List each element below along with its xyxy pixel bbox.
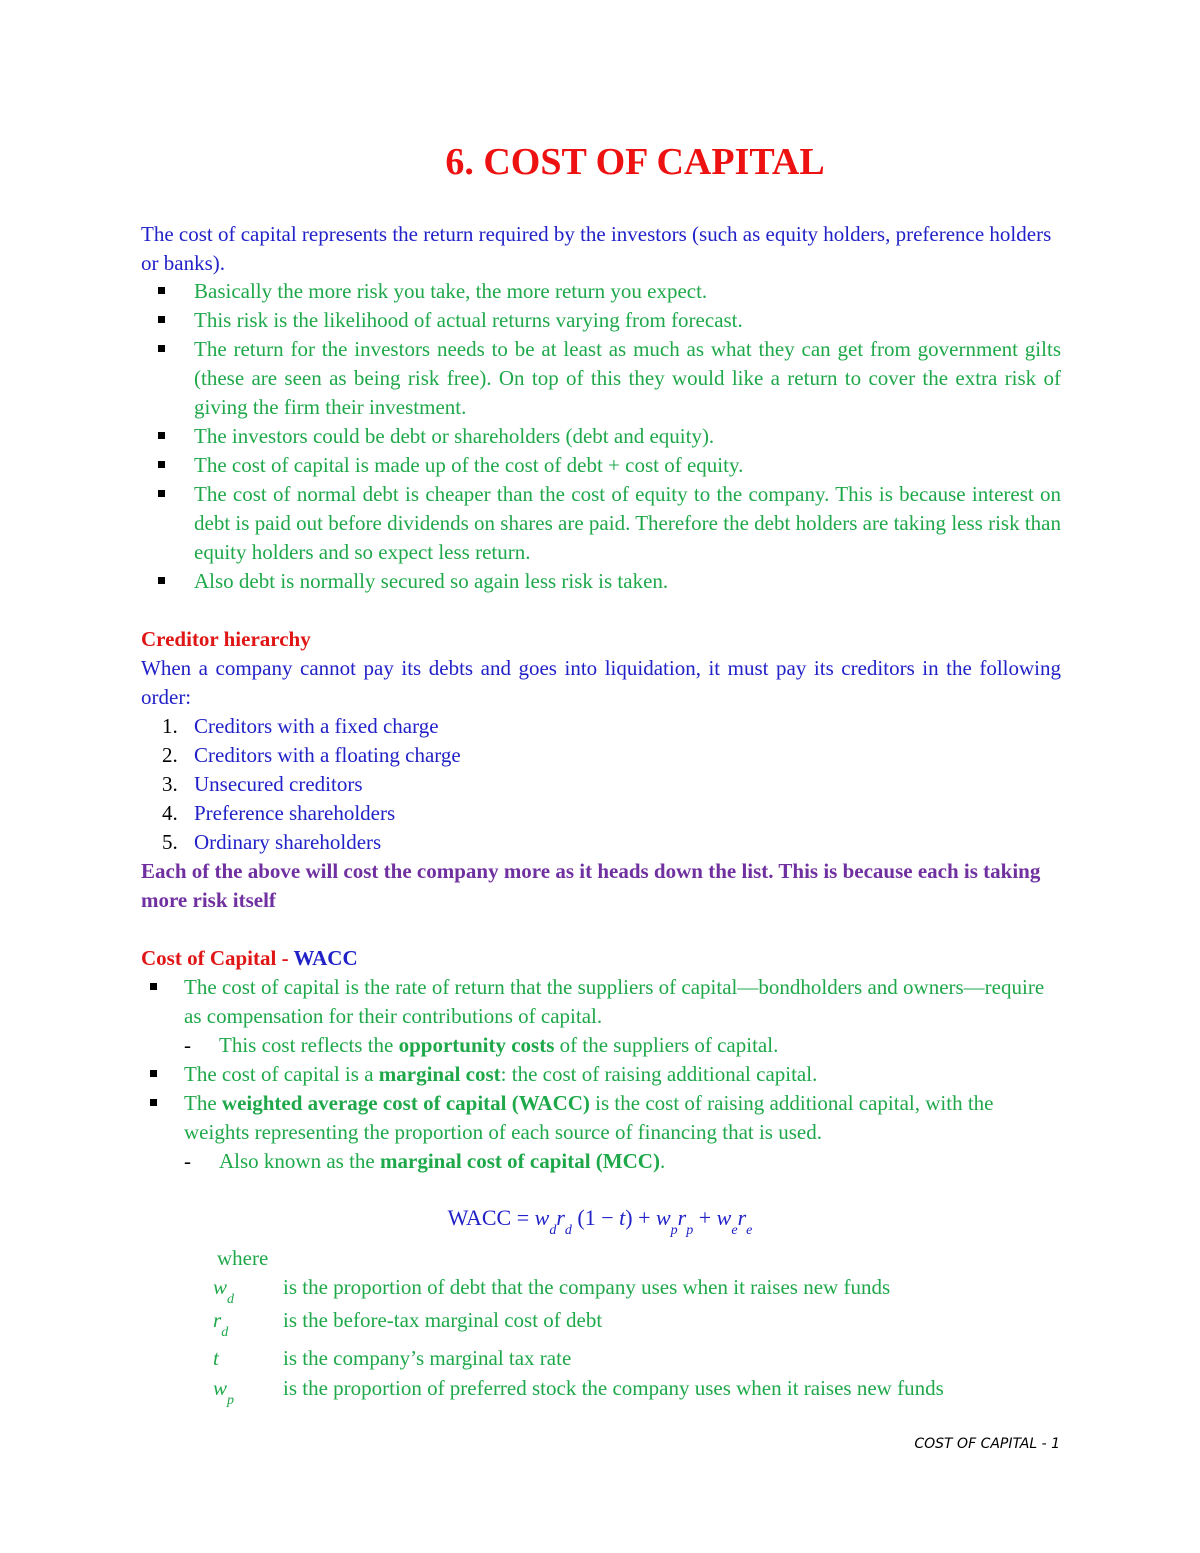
list-number: 2. (162, 743, 178, 767)
creditor-intro: When a company cannot pay its debts and goes into liquidation, it must pay its creditors in the following order: (141, 656, 1061, 709)
list-item: Also debt is normally secured so again less risk is taken. (141, 567, 1061, 596)
intro-paragraph: The cost of capital represents the return required by the investors (such as equity holders, preference holders or banks). (141, 222, 1052, 275)
formula-definitions (213, 1243, 1077, 1408)
list-item (141, 712, 1061, 741)
list-text: Unsecured creditors (194, 772, 363, 796)
page-title: 6. COST OF CAPITAL (445, 141, 825, 183)
definition-row: $r_d$ is the before-tax marginal cost of debt (213, 1308, 603, 1340)
definition-row: $w_d$ is the proportion of debt that the company uses when it raises new funds (213, 1275, 891, 1307)
creditor-list (141, 712, 1061, 857)
list-text: Preference shareholders (194, 801, 396, 825)
marginal-cost-term: marginal cost (378, 1062, 501, 1086)
opportunity-costs-term: opportunity costs (398, 1033, 555, 1057)
creditor-note: Each of the above will cost the company more as it heads down the list. This is because each is taking more risk itself (141, 859, 1041, 912)
list-item (141, 741, 1061, 770)
list-number: 3. (162, 772, 178, 796)
list-item: The weighted average cost of capital (WACC) is the cost of raising additional capital, with the weights representing the proportion of each source of financing that is used. (141, 1089, 1061, 1147)
list-item: The cost of capital is made up of the cost of debt + cost of equity. (141, 451, 1061, 480)
list-item (141, 799, 1061, 828)
list-text: Creditors with a floating charge (194, 743, 461, 767)
list-text: Creditors with a fixed charge (194, 714, 439, 738)
wacc-heading-blue: WACC (293, 946, 358, 970)
list-item: The cost of capital is the rate of return that the suppliers of capital—bondholders and owners—require as compensation for their contributions of capital. (141, 973, 1061, 1031)
wacc-heading (141, 944, 1061, 973)
sub-item: - This cost reflects the opportunity costs of the suppliers of capital. (141, 1031, 1061, 1060)
wacc-formula: WACC = $w_dr_d$ $(1 - t) + w_pr_p + w_er_e$ (447, 1205, 753, 1238)
mcc-term: marginal cost of capital (MCC) (380, 1149, 660, 1173)
list-item: The return for the investors needs to be at least as much as what they can get from government gilts (these are seen as being risk free). On top of this they would like a return to cover the extra risk of giving the firm their investment. (141, 335, 1061, 422)
dash-marker: - (184, 1149, 191, 1173)
dash-marker: - (184, 1033, 191, 1057)
list-item: Basically the more risk you take, the more return you expect. (141, 277, 1061, 306)
wacc-heading-red: Cost of Capital - (141, 946, 289, 970)
list-number: 1. (162, 714, 178, 738)
list-item: The investors could be debt or shareholders (debt and equity). (141, 422, 1061, 451)
sub-item: - Also known as the marginal cost of capital (MCC). (141, 1147, 1061, 1176)
definition-row: t is the company’s marginal tax rate (213, 1346, 572, 1370)
list-number: 4. (162, 801, 178, 825)
creditor-heading: Creditor hierarchy (141, 627, 311, 651)
list-item: The cost of normal debt is cheaper than the cost of equity to the company. This is because interest on debt is paid out before dividends on shares are paid. Therefore the debt holders are taking less risk than equity holders and so expect less return. (141, 480, 1061, 567)
list-item: The cost of capital is a marginal cost: the cost of raising additional capital. (141, 1060, 1061, 1089)
where-label: where (217, 1246, 269, 1270)
definition-row: $w_p$ is the proportion of preferred stock the company uses when it raises new funds (213, 1376, 944, 1408)
list-item (141, 828, 1061, 857)
wacc-term: weighted average cost of capital (WACC) (221, 1091, 590, 1115)
list-item: This risk is the likelihood of actual returns varying from forecast. (141, 306, 1061, 335)
risk-bullet-list (141, 277, 1061, 596)
list-item (141, 770, 1061, 799)
list-text: Ordinary shareholders (194, 830, 382, 854)
page-footer: COST OF CAPITAL - 1 (914, 1436, 1060, 1452)
list-number: 5. (162, 830, 178, 854)
wacc-bullet-list (141, 973, 1061, 1176)
